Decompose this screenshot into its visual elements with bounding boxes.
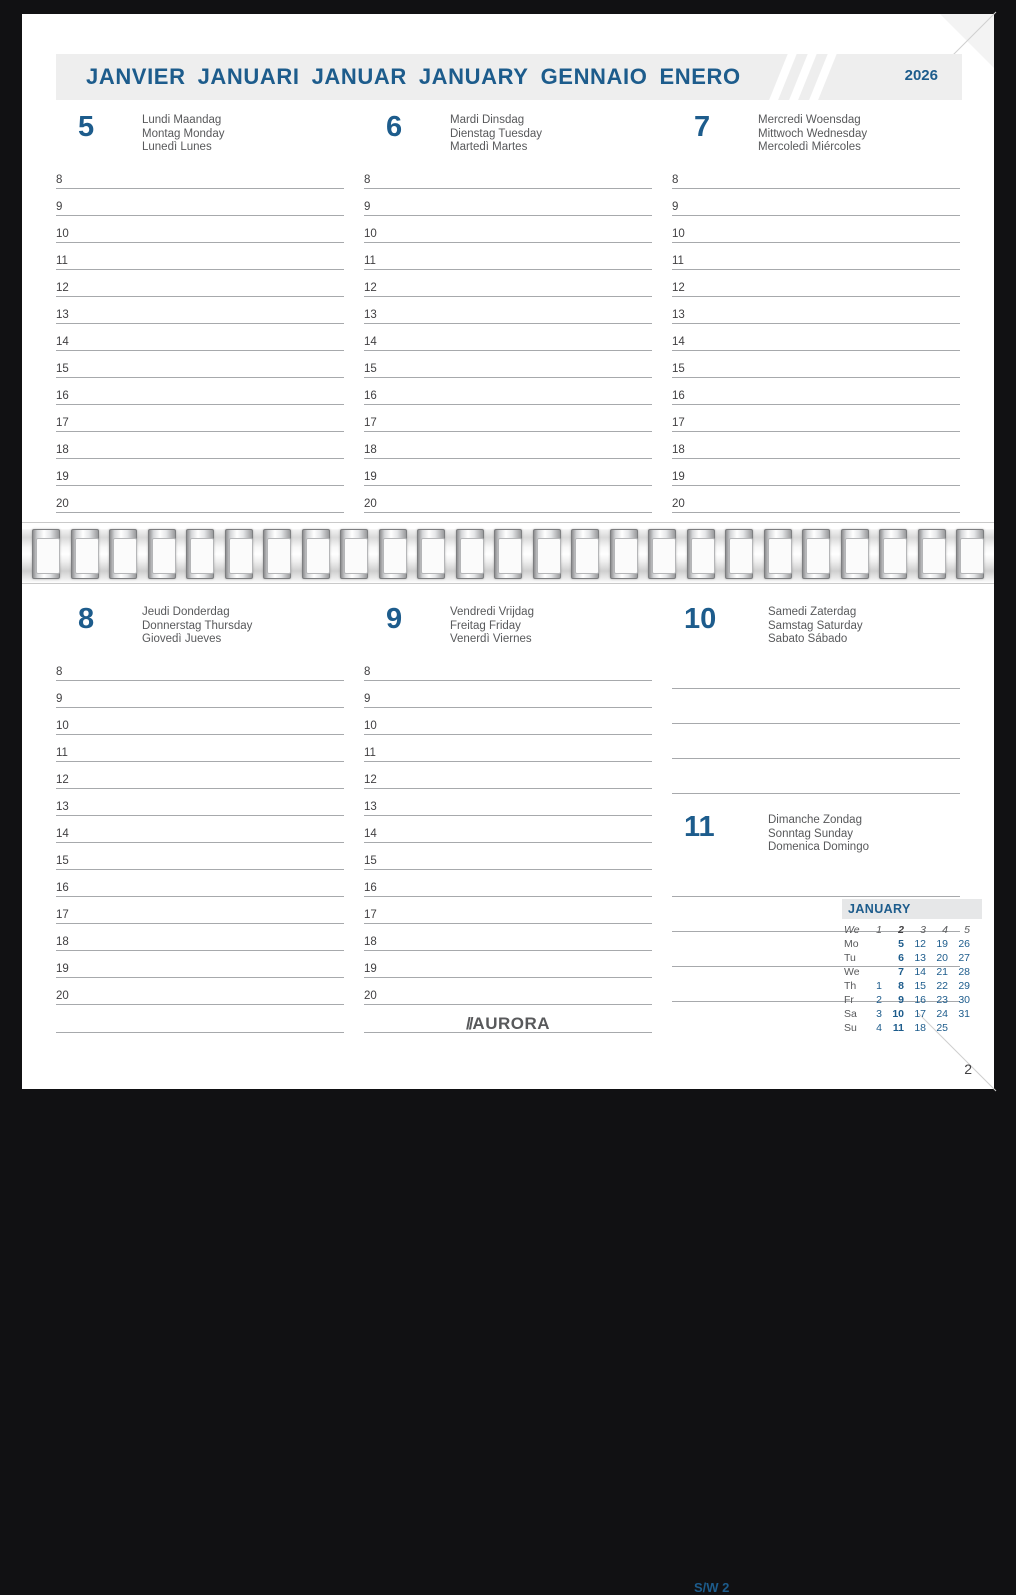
month-header (56, 54, 962, 100)
hour-label: 11 (56, 747, 68, 759)
time-slot-row[interactable] (364, 459, 652, 486)
binding-ring (687, 529, 715, 579)
mini-calendar-day[interactable]: 22 (936, 980, 948, 992)
time-slot-row[interactable] (56, 681, 344, 708)
time-slot-row[interactable] (56, 378, 344, 405)
mini-calendar-day[interactable]: 24 (936, 1008, 948, 1020)
time-slot-row[interactable] (56, 1005, 344, 1033)
hour-label: 14 (364, 336, 377, 348)
time-slot-row[interactable] (672, 862, 960, 897)
hour-label: 17 (364, 909, 377, 921)
binding-ring (263, 529, 291, 579)
time-slot-row[interactable] (56, 870, 344, 897)
mini-calendar-week-number: 3 (920, 924, 926, 936)
hour-label: 10 (672, 228, 685, 240)
day-name-line: Venerdì Viernes (450, 633, 532, 645)
mini-calendar-week-number: 1 (876, 924, 882, 936)
year-label: 2026 (904, 67, 938, 84)
hour-label: 9 (672, 201, 679, 213)
month-name-it: GENNAIO (540, 64, 648, 89)
time-slot-row[interactable] (364, 789, 652, 816)
hour-label: 15 (364, 855, 377, 867)
day-number: 11 (684, 811, 715, 843)
binding-ring (186, 529, 214, 579)
time-slot-row[interactable] (364, 708, 652, 735)
day-column (56, 110, 344, 513)
time-slot-row[interactable] (56, 459, 344, 486)
mini-calendar-week-label: We (844, 924, 860, 936)
binding-ring (610, 529, 638, 579)
time-slot-list (56, 162, 344, 513)
hour-label: 14 (364, 828, 377, 840)
day-header (56, 110, 344, 162)
day-name-line: Sonntag Sunday (768, 827, 854, 840)
mini-calendar-day[interactable]: 31 (958, 1008, 970, 1020)
month-name-en: JANUARY (418, 64, 529, 89)
mini-calendar-row (842, 965, 972, 979)
time-slot-row[interactable] (364, 654, 652, 681)
binding-ring (148, 529, 176, 579)
day-name-line: Mardi Dinsdag (450, 114, 525, 126)
page-number: 2 (964, 1061, 972, 1077)
time-slot-row[interactable] (364, 243, 652, 270)
time-slot-row[interactable] (672, 324, 960, 351)
hour-label: 8 (364, 666, 371, 678)
time-slot-row[interactable] (364, 216, 652, 243)
hour-label: 10 (56, 720, 69, 732)
time-slot-row[interactable] (364, 405, 652, 432)
mini-calendar-row (842, 937, 972, 951)
time-slot-row[interactable] (364, 432, 652, 459)
mini-calendar-day[interactable]: 13 (914, 952, 926, 964)
mini-calendar-title: JANUARY (842, 899, 982, 919)
day-names (142, 606, 252, 647)
day-names (450, 606, 534, 647)
hour-label: 14 (672, 336, 685, 348)
hour-label: 19 (56, 471, 69, 483)
mini-calendar-day[interactable]: 17 (914, 1008, 926, 1020)
diary-page (22, 14, 994, 1595)
mini-calendar-day[interactable]: 6 (898, 952, 904, 964)
hour-label: 17 (56, 909, 69, 921)
mini-calendar-day[interactable]: 25 (936, 1022, 948, 1034)
day-name-line: Dienstag Tuesday (450, 127, 543, 140)
time-slot-row[interactable] (56, 735, 344, 762)
time-slot-row[interactable] (56, 708, 344, 735)
month-title (56, 64, 753, 90)
time-slot-row[interactable] (364, 951, 652, 978)
time-slot-row[interactable] (672, 378, 960, 405)
time-slot-row[interactable] (56, 843, 344, 870)
hour-label: 8 (56, 174, 63, 186)
time-slot-row[interactable] (364, 324, 652, 351)
extra-note-area (56, 1005, 344, 1033)
binding-ring (417, 529, 445, 579)
hour-label: 20 (56, 498, 69, 510)
time-slot-row[interactable] (56, 762, 344, 789)
mini-calendar-day[interactable]: 19 (936, 938, 948, 950)
time-slot-row[interactable] (672, 486, 960, 513)
time-slot-row[interactable] (56, 789, 344, 816)
day-column (364, 602, 652, 1033)
binding-ring (379, 529, 407, 579)
day-header (364, 110, 652, 162)
slash-decoration (772, 54, 850, 100)
time-slot-row[interactable] (56, 816, 344, 843)
hour-label: 12 (56, 774, 69, 786)
mini-calendar-day[interactable]: 16 (914, 994, 926, 1006)
time-slot-row[interactable] (672, 689, 960, 724)
time-slot-row[interactable] (672, 162, 960, 189)
hour-label: 13 (364, 309, 377, 321)
mini-calendar (842, 899, 982, 1035)
hour-label: 20 (56, 990, 69, 1002)
binding-ring (956, 529, 984, 579)
mini-calendar-dow: Su (844, 1022, 857, 1034)
mini-calendar-day[interactable]: 11 (892, 1022, 904, 1034)
month-name-fr: JANVIER (86, 64, 186, 89)
hour-label: 20 (672, 498, 685, 510)
mini-calendar-day[interactable]: 26 (958, 938, 970, 950)
mini-calendar-day[interactable]: 10 (892, 1008, 904, 1020)
mini-calendar-weeknum-row (842, 923, 972, 937)
day-name-line: Samstag Saturday (768, 619, 863, 632)
mini-calendar-day[interactable]: 14 (914, 966, 926, 978)
binding-ring (225, 529, 253, 579)
brand-name: AURORA (472, 1014, 551, 1033)
time-slot-row[interactable] (56, 405, 344, 432)
time-slot-row[interactable] (56, 951, 344, 978)
binding-ring (456, 529, 484, 579)
mini-calendar-row (842, 1021, 972, 1035)
hour-label: 15 (672, 363, 685, 375)
binding-ring (764, 529, 792, 579)
time-slot-row[interactable] (672, 351, 960, 378)
mini-calendar-day[interactable] (862, 951, 884, 965)
day-name-line: Donnerstag Thursday (142, 619, 253, 632)
hour-label: 17 (56, 417, 69, 429)
time-slot-row[interactable] (364, 486, 652, 513)
mini-calendar-day[interactable]: 2 (876, 994, 882, 1006)
hour-label: 14 (56, 828, 69, 840)
mini-calendar-day[interactable]: 27 (958, 952, 970, 964)
day-number: 7 (694, 111, 711, 143)
time-slot-list (364, 654, 652, 1005)
hour-label: 11 (56, 255, 68, 267)
day-header (672, 110, 960, 162)
binding-ring (302, 529, 330, 579)
time-slot-row[interactable] (364, 735, 652, 762)
day-name-line: Mercoledì Miércoles (758, 141, 861, 153)
hour-label: 19 (364, 471, 377, 483)
hour-label: 12 (56, 282, 69, 294)
time-slot-row[interactable] (56, 297, 344, 324)
spiral-binding (22, 522, 994, 584)
mini-calendar-dow: Mo (844, 938, 859, 950)
hour-label: 12 (364, 774, 377, 786)
day-number: 5 (78, 111, 95, 143)
time-slot-list (364, 162, 652, 513)
time-slot-row[interactable] (672, 724, 960, 759)
day-column (56, 602, 344, 1033)
binding-ring (879, 529, 907, 579)
time-slot-list (56, 654, 344, 1005)
hour-label: 9 (364, 201, 371, 213)
week-number-label: S/W 2 (694, 1580, 730, 1595)
mini-calendar-dow: We (844, 966, 860, 978)
hour-label: 10 (364, 720, 377, 732)
time-slot-row[interactable] (56, 351, 344, 378)
day-names (758, 114, 867, 155)
mini-calendar-row (842, 1007, 972, 1021)
time-slot-row[interactable] (56, 162, 344, 189)
mini-calendar-day[interactable]: 20 (936, 952, 948, 964)
time-slot-row[interactable] (364, 978, 652, 1005)
time-slot-row[interactable] (56, 324, 344, 351)
time-slot-row[interactable] (672, 459, 960, 486)
mini-calendar-dow: Fr (844, 994, 854, 1006)
hour-label: 18 (364, 444, 377, 456)
hour-label: 9 (364, 693, 371, 705)
day-name-line: Dimanche Zondag (768, 814, 862, 826)
mini-calendar-day[interactable]: 8 (898, 980, 904, 992)
hour-label: 8 (672, 174, 679, 186)
hour-label: 19 (672, 471, 685, 483)
mini-calendar-day[interactable]: 15 (914, 980, 926, 992)
hour-label: 20 (364, 498, 377, 510)
day-number: 8 (78, 603, 95, 635)
binding-ring (340, 529, 368, 579)
time-slot-row[interactable] (56, 216, 344, 243)
time-slot-row[interactable] (364, 897, 652, 924)
time-slot-row[interactable] (56, 189, 344, 216)
hour-label: 16 (56, 390, 69, 402)
day-column (364, 110, 652, 513)
hour-label: 19 (56, 963, 69, 975)
hour-label: 11 (672, 255, 684, 267)
hour-label: 17 (672, 417, 685, 429)
mini-calendar-day[interactable]: 21 (936, 966, 948, 978)
binding-ring (71, 529, 99, 579)
hour-label: 9 (56, 693, 63, 705)
day-number: 9 (386, 603, 403, 635)
day-name-line: Freitag Friday (450, 619, 521, 632)
time-slot-row[interactable] (672, 189, 960, 216)
mini-calendar-week-number: 4 (942, 924, 948, 936)
hour-label: 12 (364, 282, 377, 294)
binding-ring (533, 529, 561, 579)
time-slot-row[interactable] (364, 162, 652, 189)
hour-label: 12 (672, 282, 685, 294)
time-slot-row[interactable] (364, 351, 652, 378)
binding-ring (648, 529, 676, 579)
time-slot-list (672, 162, 960, 513)
mini-calendar-week-number: 5 (964, 924, 970, 936)
mini-calendar-table (842, 923, 972, 1035)
mini-calendar-day[interactable]: 9 (898, 994, 904, 1006)
mini-calendar-day[interactable]: 1 (876, 980, 882, 992)
hour-label: 10 (364, 228, 377, 240)
hour-label: 16 (56, 882, 69, 894)
time-slot-row[interactable] (672, 432, 960, 459)
day-names (768, 814, 869, 855)
binding-ring (494, 529, 522, 579)
binding-ring (109, 529, 137, 579)
mini-calendar-day[interactable]: 5 (898, 938, 904, 950)
brand-slash-mark: // (465, 1014, 472, 1033)
month-name-es: ENERO (659, 64, 741, 89)
day-name-line: Vendredi Vrijdag (450, 606, 534, 618)
hour-label: 13 (364, 801, 377, 813)
hour-label: 10 (56, 228, 69, 240)
brand-logo (466, 1014, 550, 1034)
hour-label: 11 (364, 747, 376, 759)
binding-ring (802, 529, 830, 579)
binding-ring (918, 529, 946, 579)
mini-calendar-day[interactable]: 29 (958, 980, 970, 992)
time-slot-row[interactable] (672, 243, 960, 270)
day-name-line: Jeudi Donderdag (142, 606, 230, 618)
time-slot-row[interactable] (672, 216, 960, 243)
hour-label: 13 (56, 801, 69, 813)
time-slot-row[interactable] (364, 816, 652, 843)
hour-label: 14 (56, 336, 69, 348)
mini-calendar-day[interactable]: 3 (876, 1008, 882, 1020)
mini-calendar-dow: Sa (844, 1008, 857, 1020)
time-slot-row[interactable] (364, 870, 652, 897)
hour-label: 19 (364, 963, 377, 975)
day-name-line: Mercredi Woensdag (758, 114, 861, 126)
time-slot-row[interactable] (56, 486, 344, 513)
mini-calendar-day[interactable]: 30 (958, 994, 970, 1006)
hour-label: 9 (56, 201, 63, 213)
day-name-line: Mittwoch Wednesday (758, 127, 868, 140)
time-slot-row[interactable] (364, 762, 652, 789)
day-name-line: Samedi Zaterdag (768, 606, 857, 618)
hour-label: 18 (672, 444, 685, 456)
binding-ring (32, 529, 60, 579)
hour-label: 11 (364, 255, 376, 267)
day-header (364, 602, 652, 654)
mini-calendar-day[interactable]: 7 (898, 966, 904, 978)
time-slot-row[interactable] (56, 654, 344, 681)
time-slot-row[interactable] (672, 654, 960, 689)
mini-calendar-day[interactable] (950, 1021, 972, 1035)
hour-label: 13 (672, 309, 685, 321)
hour-label: 8 (56, 666, 63, 678)
time-slot-row[interactable] (672, 297, 960, 324)
hour-label: 16 (364, 390, 377, 402)
hour-label: 17 (364, 417, 377, 429)
day-header (56, 602, 344, 654)
day-names (142, 114, 224, 155)
mini-calendar-day[interactable]: 4 (876, 1022, 882, 1034)
time-slot-row[interactable] (364, 924, 652, 951)
hour-label: 15 (56, 363, 69, 375)
hour-label: 16 (672, 390, 685, 402)
mini-calendar-day[interactable] (862, 937, 884, 951)
hour-label: 20 (364, 990, 377, 1002)
day-name-line: Lundi Maandag (142, 114, 222, 126)
time-slot-row[interactable] (364, 378, 652, 405)
mini-calendar-row (842, 979, 972, 993)
mini-calendar-day[interactable]: 28 (958, 966, 970, 978)
binding-ring (571, 529, 599, 579)
mini-calendar-row (842, 993, 972, 1007)
hour-label: 16 (364, 882, 377, 894)
saturday-note-lines (672, 654, 960, 794)
day-name-line: Sabato Sábado (768, 633, 848, 645)
mini-calendar-dow: Th (844, 980, 857, 992)
day-number: 6 (386, 111, 403, 143)
binding-ring (841, 529, 869, 579)
time-slot-row[interactable] (364, 681, 652, 708)
mini-calendar-week-number: 2 (898, 924, 904, 936)
time-slot-row[interactable] (672, 759, 960, 794)
time-slot-row[interactable] (56, 432, 344, 459)
day-name-line: Montag Monday (142, 127, 225, 140)
time-slot-row[interactable] (672, 405, 960, 432)
hour-label: 15 (56, 855, 69, 867)
time-slot-row[interactable] (56, 270, 344, 297)
mini-calendar-dow: Tu (844, 952, 856, 964)
day-header (672, 602, 960, 654)
day-names (768, 606, 863, 647)
time-slot-row[interactable] (364, 270, 652, 297)
mini-calendar-day[interactable]: 12 (914, 938, 926, 950)
mini-calendar-row (842, 951, 972, 965)
time-slot-row[interactable] (56, 897, 344, 924)
time-slot-row[interactable] (56, 243, 344, 270)
month-name-nl: JANUARI (197, 64, 300, 89)
hour-label: 18 (56, 936, 69, 948)
mini-calendar-day[interactable] (862, 965, 884, 979)
day-names (450, 114, 542, 155)
time-slot-row[interactable] (56, 924, 344, 951)
hour-label: 13 (56, 309, 69, 321)
hour-label: 18 (364, 936, 377, 948)
day-name-line: Lunedì Lunes (142, 141, 212, 153)
day-name-line: Martedì Martes (450, 141, 528, 153)
month-name-de: JANUAR (311, 64, 407, 89)
time-slot-row[interactable] (364, 297, 652, 324)
time-slot-row[interactable] (672, 270, 960, 297)
day-header (672, 810, 960, 862)
hour-label: 18 (56, 444, 69, 456)
time-slot-row[interactable] (56, 978, 344, 1005)
hour-label: 8 (364, 174, 371, 186)
time-slot-row[interactable] (364, 843, 652, 870)
day-name-line: Domenica Domingo (768, 841, 869, 853)
mini-calendar-day[interactable]: 23 (936, 994, 948, 1006)
binding-ring (725, 529, 753, 579)
day-name-line: Giovedì Jueves (142, 633, 222, 645)
time-slot-row[interactable] (364, 189, 652, 216)
hour-label: 15 (364, 363, 377, 375)
day-number: 10 (684, 603, 717, 635)
mini-calendar-day[interactable]: 18 (914, 1022, 926, 1034)
day-column (672, 110, 960, 513)
